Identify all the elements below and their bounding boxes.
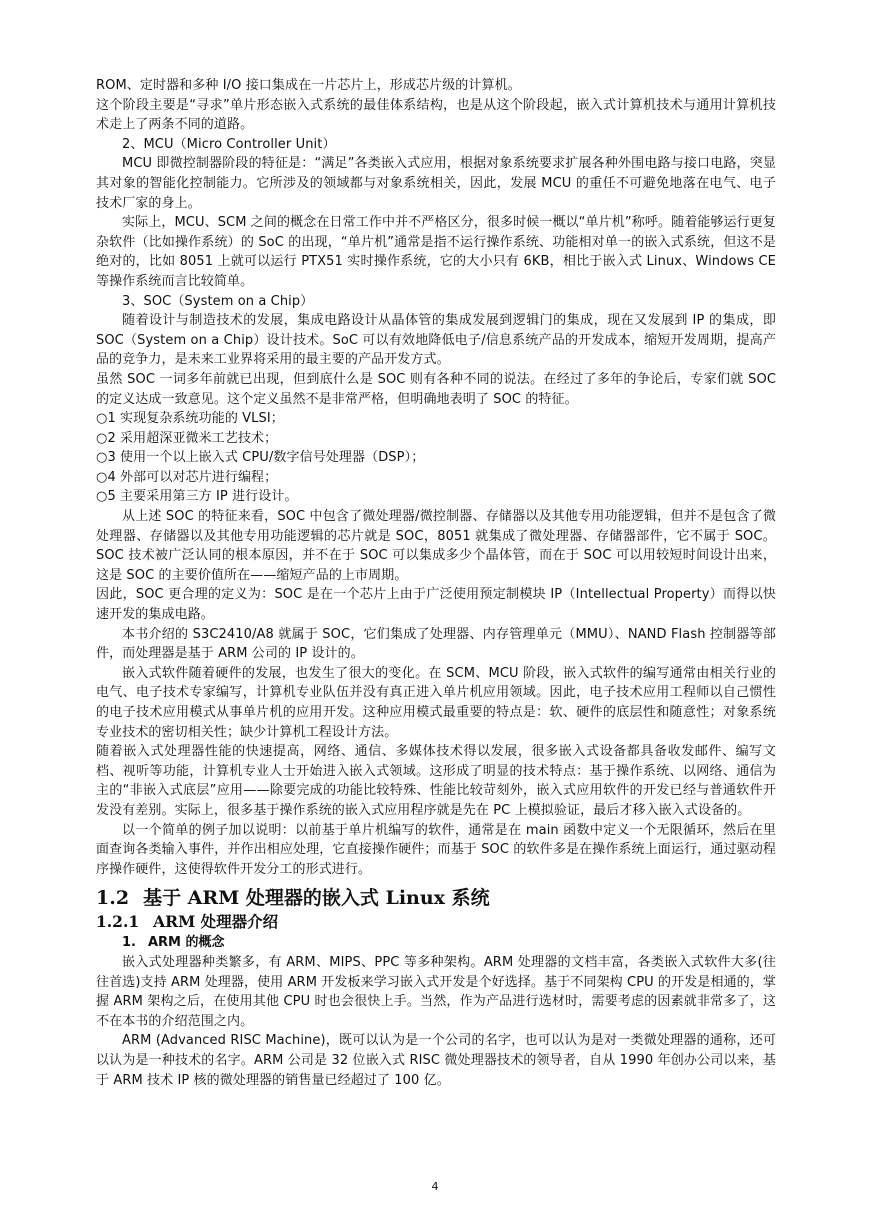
item-number: 1. <box>122 935 136 951</box>
paragraph: 虽然 SOC 一词多年前就已出现，但到底什么是 SOC 则有各种不同的说法。在经过了多年的争论后，专家们就 SOC 的定义达成一致意见。这个定义虽然不是非常严格，但明确地表明了 SOC 的特征。 <box>96 371 776 407</box>
section-heading-1-2-1 <box>96 911 776 933</box>
document-page <box>96 76 776 1090</box>
paragraph: ○2 采用超深亚微米工艺技术； <box>96 430 278 446</box>
body-text-block-b <box>96 953 776 1090</box>
item-title: ARM 的概念 <box>147 935 225 951</box>
paragraph: ROM、定时器和多种 I/O 接口集成在一片芯片上，形成芯片级的计算机。 <box>96 78 521 93</box>
subsection-title: ARM 处理器介绍 <box>153 912 279 932</box>
paragraph: 嵌入式处理器种类繁多，有 ARM、MIPS、PPC 等多种架构。ARM 处理器的文档丰富，各类嵌入式软件大多(往往首选)支持 ARM 处理器，使用 ARM 开发板来学习嵌入式开发是个好选择。基于不同架构 CPU 的开发是相通的，掌握 ARM 架构之后，在使用其他 CPU 时也会很快上手。当然，作为产品进行选材时，需要考虑的因素就非常多了，这不在本书的介绍范围之内。 <box>96 954 776 1029</box>
paragraph: 实际上，MCU、SCM 之间的概念在日常工作中并不严格区分，很多时候一概以“单片机”称呼。随着能够运行更复杂软件（比如操作系统）的 SoC 的出现，“单片机”通常是指不运行操作系统、功能相对单一的嵌入式系统，但这不是绝对的，比如 8051 上就可以运行 PTX51 实时操作系统，它的大小只有 6KB，相比于嵌入式 Linux、Windows CE 等操作系统而言比较简单。 <box>96 215 776 289</box>
paragraph: 嵌入式软件随着硬件的发展，也发生了很大的变化。在 SCM、MCU 阶段，嵌入式软件的编写通常由相关行业的电气、电子技术专家编写，计算机专业队伍并没有真正进入单片机应用领域。因此，电子技术应用工程师以自己惯性的电子技术应用模式从事单片机的应用开发。这种应用模式最重要的特点是：软、硬件的底层性和随意性；对象系统专业技术的密切相关性；缺少计算机工程设计方法。 <box>96 665 776 740</box>
paragraph: 3、SOC（System on a Chip） <box>122 293 314 309</box>
paragraph: 本书介绍的 S3C2410/A8 就属于 SOC，它们集成了处理器、内存管理单元（MMU）、NAND Flash 控制器等部件，而处理器是基于 ARM 公司的 IP 设计的。 <box>96 626 776 662</box>
section-heading-1-2 <box>96 885 776 911</box>
page-number: 4 <box>431 1180 439 1193</box>
paragraph: MCU 即微控制器阶段的特征是：“满足”各类嵌入式应用，根据对象系统要求扩展各种外围电路与接口电路，突显其对象的智能化控制能力。它所涉及的领域都与对象系统相关，因此，发展 MCU 的重任不可避免地落在电气、电子技术厂家的身上。 <box>96 156 776 211</box>
paragraph: 从上述 SOC 的特征来看，SOC 中包含了微处理器/微控制器、存储器以及其他专用功能逻辑，但并不是包含了微处理器、存储器以及其他专用功能逻辑的芯片就是 SOC，8051 就集成了微处理器、存储器部件，它不属于 SOC。SOC 技术被广泛认同的根本原因，并不在于 SOC 可以集成多少个晶体管，而在于 SOC 可以用较短时间设计出来，这是 SOC 的主要价值所在——缩短产品的上市周期。 <box>96 509 776 583</box>
subsection-number: 1.2.1 <box>96 912 140 932</box>
paragraph: ○1 实现复杂系统功能的 VLSI； <box>96 411 284 427</box>
paragraph: 随着嵌入式处理器性能的快速提高，网络、通信、多媒体技术得以发展，很多嵌入式设备都具备收发邮件、编写文档、视听等功能，计算机专业人士开始进入嵌入式领域。这形成了明显的技术特点：基于操作系统、以网络、通信为主的“非嵌入式底层”应用——除要完成的功能比较特殊、性能比较苛刻外，嵌入式应用软件的开发已经与普通软件开发没有差别。实际上，很多基于操作系统的嵌入式应用程序就是先在 PC 上模拟验证，最后才移入嵌入式设备的。 <box>96 744 776 818</box>
body-text-block-a <box>96 76 776 879</box>
paragraph: 因此，SOC 更合理的定义为：SOC 是在一个芯片上由于广泛使用预定制模块 IP（Intellectual Property）而得以快速开发的集成电路。 <box>96 587 776 623</box>
subsection-heading-arm-concept <box>96 933 776 953</box>
section-number: 1.2 <box>96 887 130 910</box>
paragraph: 这个阶段主要是“寻求”单片形态嵌入式系统的最佳体系结构，也是从这个阶段起，嵌入式计算机技术与通用计算机技术走上了两条不同的道路。 <box>96 97 776 133</box>
paragraph: ARM (Advanced RISC Machine)，既可以认为是一个公司的名字，也可以认为是对一类微处理器的通称，还可以认为是一种技术的名字。ARM 公司是 32 位嵌入式 RISC 微处理器技术的领导者，自从 1990 年创办公司以来，基于 ARM 技术 IP 核的微处理器的销售量已经超过了 100 亿。 <box>96 1033 776 1088</box>
paragraph: ○5 主要采用第三方 IP 进行设计。 <box>96 489 298 505</box>
section-title: 基于 ARM 处理器的嵌入式 Linux 系统 <box>143 887 490 910</box>
paragraph: 随着设计与制造技术的发展，集成电路设计从晶体管的集成发展到逻辑门的集成，现在又发展到 IP 的集成，即 SOC（System on a Chip）设计技术。SoC 可以有效地降低电子/信息系统产品的开发成本，缩短开发周期，提高产品的竞争力，是未来工业界将采用的最主要的产品开发方式。 <box>96 313 776 368</box>
paragraph: 2、MCU（Micro Controller Unit） <box>122 136 336 152</box>
paragraph: ○4 外部可以对芯片进行编程； <box>96 469 278 485</box>
paragraph: ○3 使用一个以上嵌入式 CPU/数字信号处理器（DSP）； <box>96 450 425 466</box>
paragraph: 以一个简单的例子加以说明：以前基于单片机编写的软件，通常是在 main 函数中定义一个无限循环，然后在里面查询各类输入事件，并作出相应处理，它直接操作硬件；而基于 SOC 的软件多是在操作系统上面运行，通过驱动程序操作硬件，这使得软件开发分工的形式进行。 <box>96 822 776 877</box>
